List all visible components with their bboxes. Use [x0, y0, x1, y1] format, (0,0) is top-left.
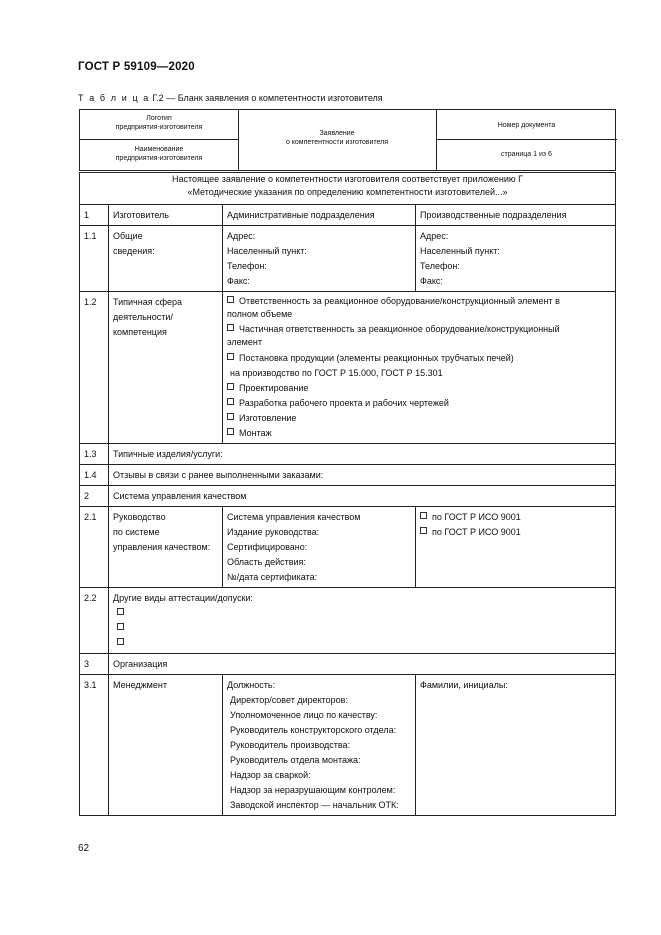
row-number: 3.1: [80, 675, 109, 816]
standard-designation: ГОСТ Р 59109—2020: [78, 61, 195, 73]
row-label: [109, 507, 223, 588]
section-title: Система управления качеством: [109, 486, 616, 507]
logo-label: Логотип: [146, 115, 172, 122]
company-name-cell: [80, 145, 238, 163]
logo-cell: [80, 114, 238, 132]
option-partial-responsibility[interactable]: [227, 323, 611, 336]
other-certifications: [109, 588, 616, 654]
table-row: [80, 507, 616, 588]
position-ndt: Надзор за неразрушающим контролем:: [230, 785, 396, 795]
doc-number-label: Номер документа: [497, 122, 556, 129]
position-production-head: Руководитель производства:: [230, 740, 351, 750]
row-number: 1.1: [80, 226, 109, 292]
option-iso-9001[interactable]: [420, 510, 611, 525]
scope-field: Область действия:: [227, 557, 306, 567]
row-number: 3: [80, 654, 109, 675]
option-full-responsibility[interactable]: [227, 295, 611, 308]
page-info-cell: [436, 150, 617, 159]
option-label: Монтаж: [239, 428, 272, 438]
position-installation-head: Руководитель отдела монтажа:: [230, 755, 361, 765]
row-label-line: по системе: [113, 527, 160, 537]
table-row: [80, 292, 616, 444]
row-number: 1: [80, 205, 109, 226]
typical-products: Типичные изделия/услуги:: [109, 444, 616, 465]
table-row: [80, 654, 616, 675]
form-header: [79, 109, 616, 171]
option-production-setup[interactable]: [227, 351, 611, 366]
option-label-continued: на производство по ГОСТ Р 15.000, ГОСТ Р 15.301: [230, 368, 443, 378]
row-label: [109, 292, 223, 444]
row-label-line: Общие: [113, 231, 143, 241]
other-certifications-label: Другие виды аттестации/допуски:: [113, 593, 254, 603]
quality-options: [416, 507, 616, 588]
row-number: 2.1: [80, 507, 109, 588]
table-row: [80, 465, 616, 486]
row-number: 2: [80, 486, 109, 507]
position-design-head: Руководитель конструкторского отдела:: [230, 725, 397, 735]
logo-label: предприятия-изготовителя: [115, 124, 203, 131]
option-label: Проектирование: [239, 383, 309, 393]
option-label: Ответственность за реакционное оборудование/конструкционный элемент в: [239, 296, 560, 306]
production-city: Населенный пункт:: [420, 246, 500, 256]
certification-entry[interactable]: [113, 606, 611, 621]
option-manufacturing[interactable]: [227, 411, 611, 426]
row-label-line: Типичная сфера: [113, 297, 182, 307]
option-installation[interactable]: [227, 426, 611, 441]
option-drawings[interactable]: [227, 396, 611, 411]
certification-entry[interactable]: [113, 621, 611, 636]
positions-header: Должность:: [227, 680, 276, 690]
option-label: Постановка продукции (элементы реакционных трубчатых печей): [239, 353, 514, 363]
column-header: Административные подразделения: [223, 205, 416, 226]
checkbox-icon[interactable]: [117, 623, 124, 630]
option-design[interactable]: [227, 381, 611, 396]
row-number: 1.2: [80, 292, 109, 444]
row-label-line: деятельности/: [113, 312, 173, 322]
page-info: страница 1 из 6: [501, 151, 552, 158]
checkbox-icon[interactable]: [227, 353, 234, 360]
caption-text: Г.2 — Бланк заявления о компетентности изготовителя: [149, 93, 383, 103]
option-label-continued: полном объеме: [227, 309, 293, 319]
certified-field: Сертифицировано:: [227, 542, 308, 552]
table-row: [80, 226, 616, 292]
intro-cell: [80, 173, 616, 205]
option-iso-9001[interactable]: [420, 525, 611, 540]
doc-number-cell: [436, 121, 617, 130]
document-title-cell: [238, 129, 436, 147]
certificate-field: №/дата сертификата:: [227, 572, 318, 582]
row-label: [109, 226, 223, 292]
document-title: Заявление: [319, 130, 355, 137]
table-row: [80, 444, 616, 465]
production-phone: Телефон:: [420, 261, 460, 271]
position-quality: Уполномоченное лицо по качеству:: [230, 710, 378, 720]
position-inspector: Заводской инспектор — начальник ОТК:: [230, 800, 399, 810]
table-row: [80, 486, 616, 507]
references: Отзывы в связи с ранее выполненными заказами:: [109, 465, 616, 486]
document-title: о компетентности изготовителя: [285, 139, 389, 146]
certification-entry[interactable]: [113, 636, 611, 651]
positions-list: [223, 675, 416, 816]
admin-fax: Факс:: [227, 276, 250, 286]
option-label-continued: элемент: [227, 337, 262, 347]
table-row: [80, 675, 616, 816]
admin-city: Населенный пункт:: [227, 246, 307, 256]
option-label: по ГОСТ Р ИСО 9001: [432, 527, 521, 537]
header-divider: [80, 139, 238, 140]
position-welding: Надзор за сваркой:: [230, 770, 311, 780]
checkbox-icon[interactable]: [227, 383, 234, 390]
checkbox-icon[interactable]: [420, 527, 427, 534]
section-title: Изготовитель: [109, 205, 223, 226]
checkbox-icon[interactable]: [227, 296, 234, 303]
caption-prefix: Т а б л и ц а: [78, 93, 150, 103]
table-caption: [78, 93, 383, 103]
admin-address: Адрес:: [227, 231, 256, 241]
row-label-line: Руководство: [113, 512, 166, 522]
declaration-table: [79, 172, 616, 816]
names-column: [416, 675, 616, 816]
option-label: по ГОСТ Р ИСО 9001: [432, 512, 521, 522]
row-label-line: компетенция: [113, 327, 167, 337]
checkbox-icon[interactable]: [227, 413, 234, 420]
checkbox-icon[interactable]: [227, 398, 234, 405]
admin-phone: Телефон:: [227, 261, 267, 271]
intro-line: Настоящее заявление о компетентности изготовителя соответствует приложению Г: [171, 174, 524, 184]
checkbox-icon[interactable]: [117, 608, 124, 615]
header-divider: [436, 139, 617, 140]
option-label: Изготовление: [239, 413, 297, 423]
column-header: Производственные подразделения: [416, 205, 616, 226]
company-name-label: Наименование: [134, 146, 184, 153]
row-label: Менеджмент: [109, 675, 223, 816]
table-row: [80, 588, 616, 654]
table-row: [80, 205, 616, 226]
admin-details: [223, 226, 416, 292]
page-number: 62: [78, 843, 90, 854]
option-label: Частичная ответственность за реакционное оборудование/конструкционный: [239, 324, 560, 334]
row-label-line: управления качеством:: [113, 542, 211, 552]
checkbox-icon[interactable]: [227, 428, 234, 435]
qms-field: Система управления качеством: [227, 512, 361, 522]
option-label: Разработка рабочего проекта и рабочих чертежей: [239, 398, 449, 408]
row-number: 1.4: [80, 465, 109, 486]
production-fax: Факс:: [420, 276, 443, 286]
names-header: Фамилии, инициалы:: [420, 680, 508, 690]
manual-edition-field: Издание руководства:: [227, 527, 320, 537]
section-title: Организация: [109, 654, 616, 675]
intro-line: «Методические указания по определению компетентности изготовителей...»: [187, 187, 508, 197]
table-row: [80, 173, 616, 205]
checkbox-icon[interactable]: [420, 512, 427, 519]
production-details: [416, 226, 616, 292]
checkbox-icon[interactable]: [227, 324, 234, 331]
checkbox-icon[interactable]: [117, 638, 124, 645]
quality-fields: [223, 507, 416, 588]
production-address: Адрес:: [420, 231, 449, 241]
company-name-label: предприятия-изготовителя: [115, 155, 203, 162]
row-number: 2.2: [80, 588, 109, 654]
row-number: 1.3: [80, 444, 109, 465]
position-director: Директор/совет директоров:: [230, 695, 348, 705]
header-divider: [436, 110, 437, 170]
row-label-line: сведения:: [113, 246, 155, 256]
competence-options: [223, 292, 616, 444]
